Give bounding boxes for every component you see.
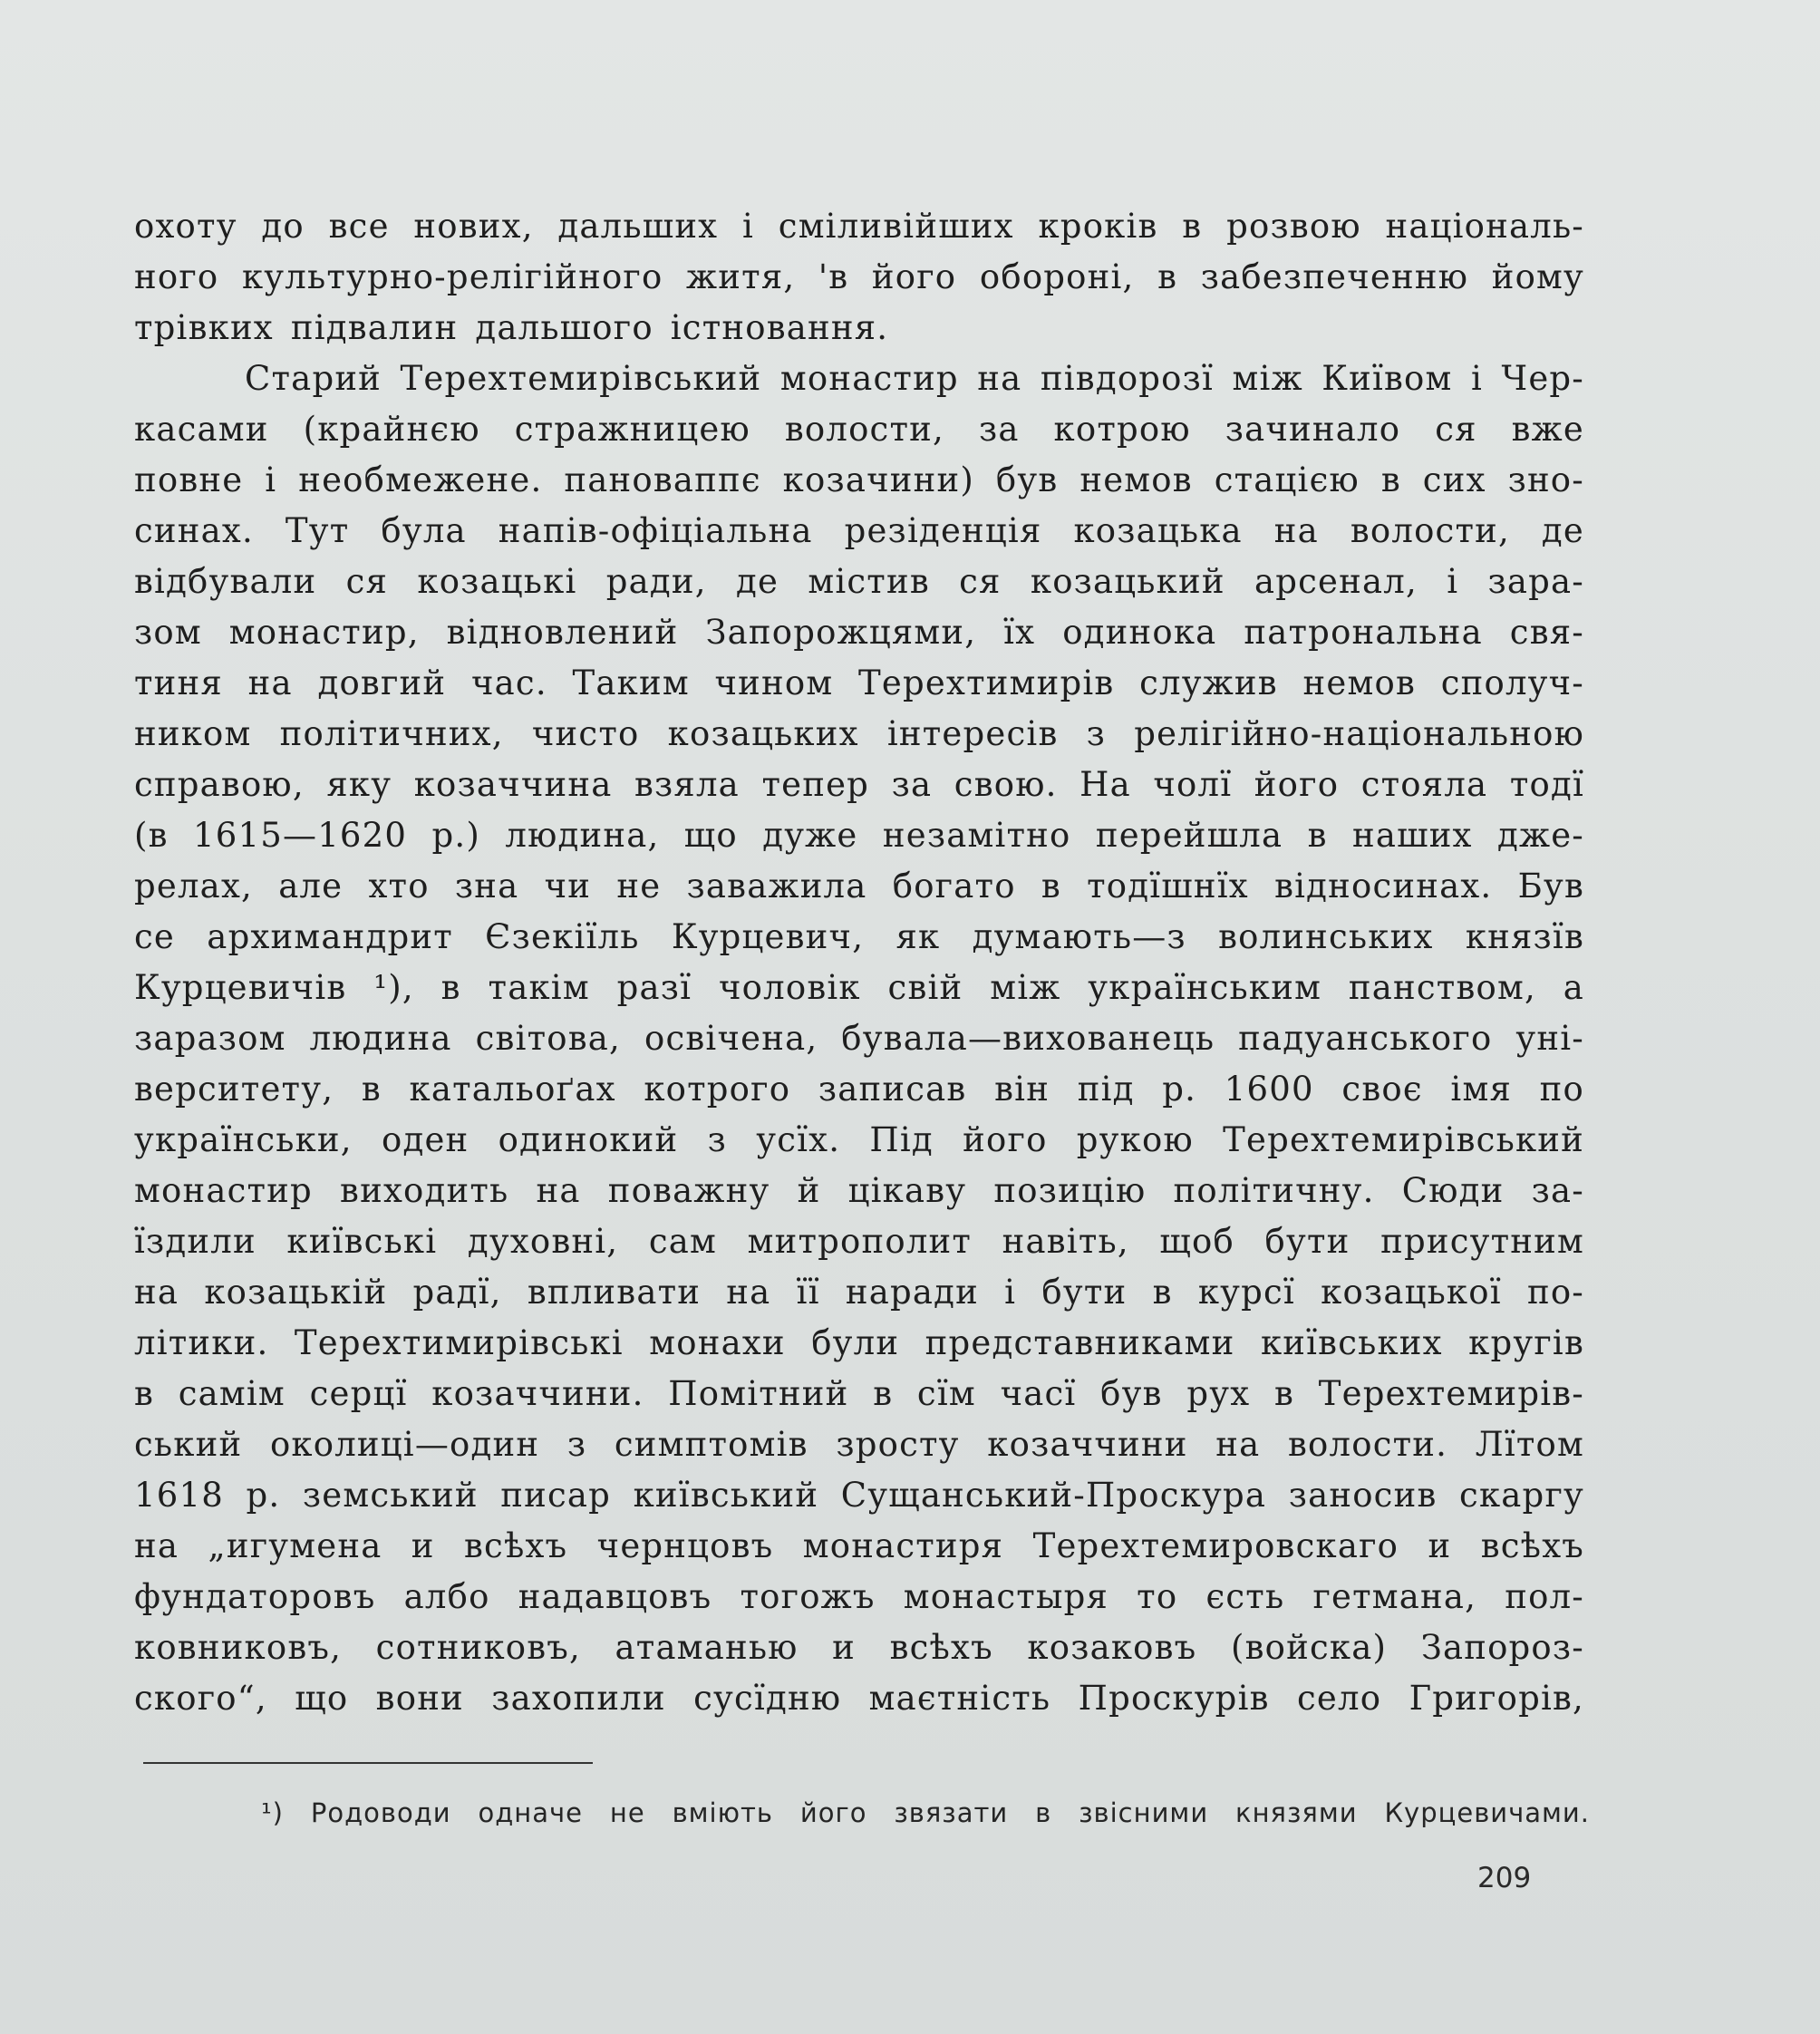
text-line: се архимандрит Єзекіїль Курцевич, як думають—з волинських князїв: [134, 917, 1584, 956]
text-line: літики. Терехтимирівські монахи були представниками київських кругів: [134, 1323, 1584, 1362]
footnote-separator: [143, 1762, 593, 1764]
text-line: синах. Тут була напів-офіціальна резіденція козацька на волости, де: [134, 511, 1584, 550]
text-line: ником політичних, чисто козацьких інтересів з релігійно-національною: [134, 714, 1584, 753]
page-number: 209: [1477, 1862, 1532, 1894]
text-line: на козацькій радї, впливати на її наради і бути в курсї козацької по-: [134, 1273, 1584, 1312]
text-line: повне і необмежене. пановаппє козачини) був немов стацією в сих зно-: [134, 460, 1584, 499]
text-line: в самім серцї козаччини. Помітний в сїм часї був рух в Терехтемирів-: [134, 1374, 1584, 1413]
text-line: фундаторовъ албо надавцовъ тогожъ монастыря то єсть гетмана, пол-: [134, 1577, 1584, 1616]
text-line: заразом людина світова, освічена, бувала—вихованець падуанського уні-: [134, 1019, 1584, 1058]
text-line: монастир виходить на поважну й цікаву позицію політичну. Сюди за-: [134, 1171, 1584, 1210]
text-line: відбували ся козацькі ради, де містив ся козацький арсенал, і зара-: [134, 562, 1584, 601]
text-line: ський околиці—один з симптомів зросту козаччини на волости. Лїтом: [134, 1425, 1584, 1464]
text-line: зом монастир, відновлений Запорожцями, їх одинока патрональна свя-: [134, 613, 1584, 652]
text-line: (в 1615—1620 р.) людина, що дуже незамітно перейшла в наших дже-: [134, 816, 1584, 855]
text-line: охоту до все нових, дальших і сміливійших кроків в розвою національ-: [134, 207, 1584, 246]
footnote: ¹) Родоводи одначе не вміють його звязати в звісними князями Курцевичами.: [261, 1797, 1590, 1828]
text-line: на „игумена и всѣхъ чернцовъ монастиря Терехтемировскаго и всѣхъ: [134, 1526, 1584, 1565]
text-line: українськи, оден одинокий з усїх. Під його рукою Терехтемирівський: [134, 1120, 1584, 1159]
text-line: ского“, що вони захопили сусїдню маєтність Проскурів село Григорів,: [134, 1679, 1584, 1718]
text-line: трівких підвалин дальшого істновання.: [134, 308, 889, 347]
text-line: їздили київські духовні, сам митрополит навіть, щоб бути присутним: [134, 1222, 1584, 1261]
text-line: тиня на довгий час. Таким чином Терехтимирів служив немов сполуч-: [134, 663, 1584, 702]
paragraph-first-line: Старий Терехтемирівський монастир на півдорозї між Київом і Чер-: [245, 359, 1584, 398]
text-line: 1618 р. земський писар київський Сущанський-Проскура заносив скаргу: [134, 1476, 1584, 1515]
text-line: релах, але хто зна чи не заважила богато в тодїшнїх відносинах. Був: [134, 867, 1584, 906]
text-line: верситету, в катальоґах котрого записав він під р. 1600 своє імя по: [134, 1070, 1584, 1109]
text-line: справою, яку козаччина взяла тепер за свою. На чолї його стояла тодї: [134, 765, 1584, 804]
text-line: Курцевичів ¹), в такім разї чоловік свій між українським панством, а: [134, 968, 1584, 1007]
text-line: ковниковъ, сотниковъ, атаманью и всѣхъ козаковъ (войска) Запороз-: [134, 1628, 1584, 1667]
text-line: касами (крайнєю стражницею волости, за котрою зачинало ся вже: [134, 410, 1584, 449]
text-line: ного культурно-релігійного житя, 'в його обороні, в забезпеченню йому: [134, 257, 1584, 296]
